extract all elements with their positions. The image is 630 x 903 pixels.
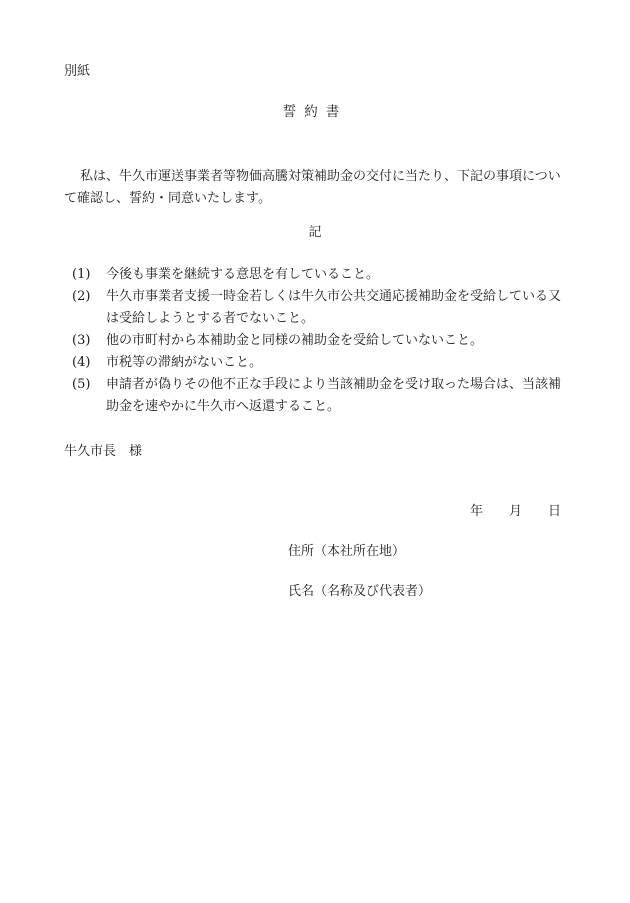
- list-item: [64, 374, 572, 418]
- attachment-label: 別紙: [64, 64, 91, 79]
- item-number: (4): [72, 355, 91, 370]
- item-number: (3): [72, 333, 91, 348]
- addressee: 牛久市長 様: [64, 444, 143, 459]
- item-number: (1): [72, 267, 91, 282]
- date-line: 年 月 日: [470, 504, 562, 519]
- list-item: [64, 330, 572, 352]
- item-text: 今後も事業を継続する意思を有していること。: [106, 267, 380, 282]
- list-item: [64, 264, 572, 286]
- item-number: (5): [72, 377, 91, 392]
- item-text: 牛久市事業者支援一時金若しくは牛久市公共交通応援補助金を受給している又は受給しようとする者でないこと。: [106, 289, 562, 326]
- address-label: 住所（本社所在地）: [288, 544, 406, 559]
- item-text: 他の市町村から本補助金と同様の補助金を受給していないこと。: [106, 333, 484, 348]
- item-number: (2): [72, 289, 91, 304]
- ki-heading: 記: [308, 225, 322, 240]
- intro-text: 私は、牛久市運送事業者等物価高騰対策補助金の交付に当たり、下記の事項について確認し、誓約・同意いたします。: [64, 169, 561, 206]
- list-item: [64, 286, 572, 330]
- document-title: 誓約書: [282, 104, 348, 120]
- pledge-list: [64, 264, 572, 418]
- item-text: 申請者が偽りその他不正な手段により当該補助金を受け取った場合は、当該補助金を速やかに牛久市へ返還すること。: [106, 377, 562, 414]
- item-text: 市税等の滞納がないこと。: [106, 355, 263, 370]
- intro-paragraph: [64, 166, 572, 210]
- list-item: [64, 352, 572, 374]
- name-label: 氏名（名称及び代表者）: [288, 584, 432, 599]
